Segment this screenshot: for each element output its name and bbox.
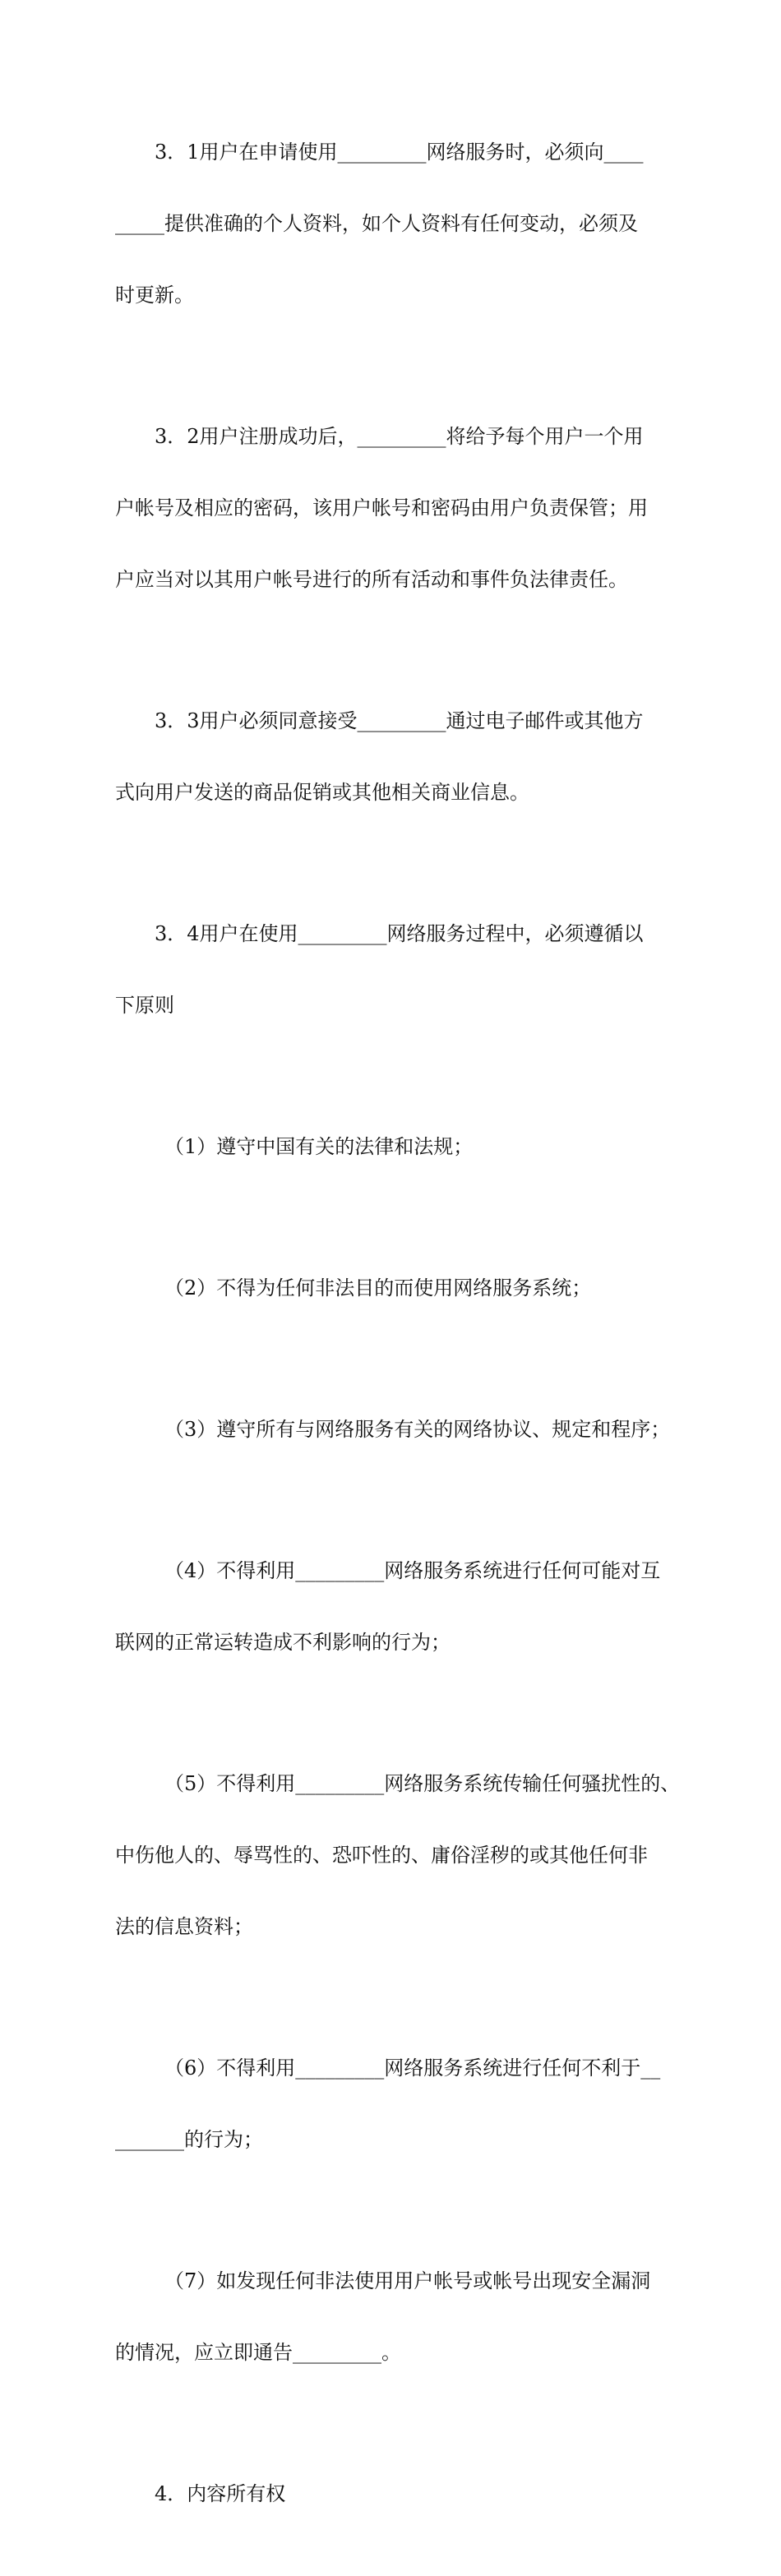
document-body xyxy=(115,93,691,2576)
text-line: 户应当对以其用户帐号进行的所有活动和事件负法律责任。 xyxy=(115,568,628,591)
text-line: 的情况，应立即通告_________。 xyxy=(115,2341,401,2364)
text-line: （3）遵守所有与网络服务有关的网络协议、规定和程序； xyxy=(164,1418,671,1441)
text-line: 联网的正常运转造成不利影响的行为； xyxy=(115,1631,451,1654)
text-line: 3．4用户在使用_________网络服务过程中，必须遵循以 xyxy=(155,922,644,945)
clause-3-1 xyxy=(115,93,691,355)
principle-4 xyxy=(115,1512,691,1702)
text-line: 3．1用户在申请使用_________网络服务时，必须向____ xyxy=(155,141,644,164)
text-line: 4．内容所有权 xyxy=(155,2482,286,2505)
text-line: （6）不得利用_________网络服务系统进行任何不利于__ xyxy=(164,2057,661,2080)
text-line: （2）不得为任何非法目的而使用网络服务系统； xyxy=(164,1276,592,1300)
text-line: _______的行为； xyxy=(115,2128,263,2151)
text-line: （7）如发现任何非法使用用户帐号或帐号出现安全漏洞 xyxy=(164,2269,651,2292)
text-line: 法的信息资料； xyxy=(115,1915,253,1938)
text-line: 时更新。 xyxy=(115,284,194,307)
section-4-heading xyxy=(115,2435,691,2554)
text-line: （5）不得利用_________网络服务系统传输任何骚扰性的、 xyxy=(164,1772,681,1795)
principle-2 xyxy=(115,1229,691,1348)
text-line: 中伤他人的、辱骂性的、恐吓性的、庸俗淫秽的或其他任何非 xyxy=(115,1844,648,1867)
text-line: 3．3用户必须同意接受_________通过电子邮件或其他方 xyxy=(155,709,644,732)
text-line: （1）遵守中国有关的法律和法规； xyxy=(164,1135,474,1158)
text-line: 下原则 xyxy=(115,994,174,1017)
text-line: （4）不得利用_________网络服务系统进行任何可能对互 xyxy=(164,1559,661,1582)
clause-3-3 xyxy=(115,662,691,852)
clause-3-4 xyxy=(115,875,691,1065)
principle-7 xyxy=(115,2222,691,2412)
principle-5 xyxy=(115,1724,691,1987)
text-line: _____提供准确的个人资料，如个人资料有任何变动，必须及 xyxy=(115,212,638,235)
principle-3 xyxy=(115,1370,691,1489)
text-line: 式向用户发送的商品促销或其他相关商业信息。 xyxy=(115,781,529,804)
clause-3-2 xyxy=(115,377,691,639)
text-line: 户帐号及相应的密码，该用户帐号和密码由用户负责保管；用 xyxy=(115,496,648,519)
principle-6 xyxy=(115,2009,691,2200)
text-line: 3．2用户注册成功后，_________将给予每个用户一个用 xyxy=(155,425,644,448)
principle-1 xyxy=(115,1087,691,1207)
